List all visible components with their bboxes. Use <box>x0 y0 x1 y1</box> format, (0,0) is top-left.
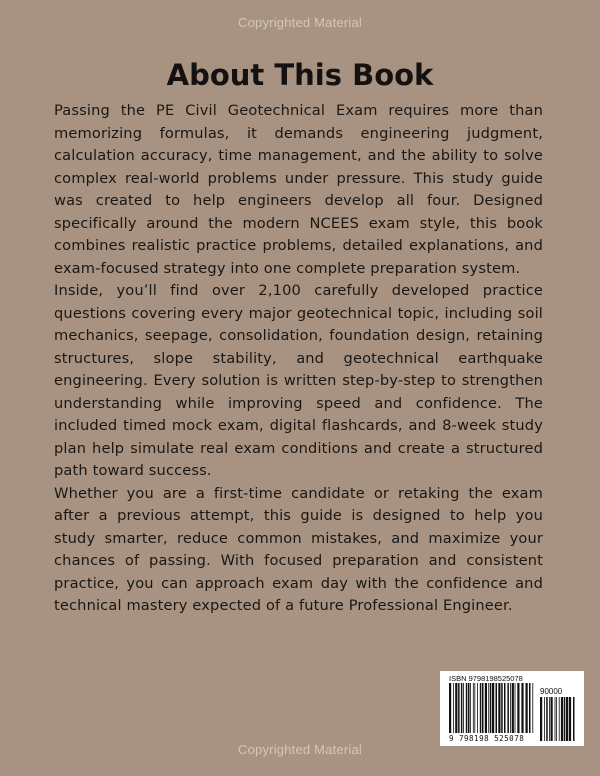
barcode-bar <box>461 683 463 733</box>
barcode-bar <box>569 697 571 741</box>
barcode-bar <box>555 697 556 741</box>
barcode-bar <box>501 683 503 733</box>
barcode-bar <box>480 683 482 733</box>
barcode-bar <box>546 697 548 741</box>
barcode-bar <box>490 683 492 733</box>
barcode-bar <box>463 683 464 733</box>
barcode-bar <box>566 697 568 741</box>
barcode-bar <box>549 697 550 741</box>
barcode-bar <box>529 683 531 733</box>
barcode-bar <box>564 697 566 741</box>
barcode-bar <box>544 697 545 741</box>
watermark-top: Copyrighted Material <box>238 15 362 30</box>
price-barcode-bars <box>540 697 575 741</box>
page-title: About This Book <box>166 58 434 92</box>
barcode-bar <box>492 683 494 733</box>
barcode-box <box>440 671 584 746</box>
book-description <box>54 100 543 618</box>
barcode-bar <box>507 683 509 733</box>
watermark-bottom: Copyrighted Material <box>238 742 362 757</box>
barcode-bar <box>532 683 533 733</box>
barcode-bar <box>515 683 516 733</box>
paragraph-3: Whether you are a first-time candidate or retaking the exam after a previous attempt, this guide is designed to help you study smarter, reduce common mistakes, and maximize your chances of passing. With focused preparation and consistent practice, you can approach exam day with the confidence and technical mastery expected of a future Professional Engineer. <box>54 484 543 614</box>
barcode-bar <box>540 697 542 741</box>
barcode-bar <box>526 683 528 733</box>
barcode-bar <box>559 697 560 741</box>
barcode-bar <box>455 683 457 733</box>
barcode-bar <box>496 683 498 733</box>
barcode-bar <box>488 683 489 733</box>
barcode-bar <box>468 683 470 733</box>
barcode-bar <box>466 683 468 733</box>
barcode-bar <box>485 683 487 733</box>
barcode-bar <box>470 683 471 733</box>
isbn-barcode-bars <box>449 683 533 733</box>
barcode-bar <box>561 697 563 741</box>
barcode-bar <box>449 683 451 733</box>
barcode-bar <box>473 683 474 733</box>
barcode-bar <box>482 683 484 733</box>
barcode-bar <box>498 683 500 733</box>
paragraph-2: Inside, you’ll find over 2,100 carefully developed practice questions covering every major geotechnical topic, including soil mechanics, seepage, consolidation, foundation design, retaining structures, slope stability, and geotechnical earthquake engineering. Every solution is written step-by-step to strengthen understanding while improving speed and confidence. The included timed mock exam, digital flashcards, and 8-week study plan help simulate real exam conditions and create a structured path toward success. <box>54 282 543 479</box>
isbn-digits: 9 798198 525078 <box>449 734 525 743</box>
barcode-bar <box>458 683 460 733</box>
barcode-bar <box>453 683 454 733</box>
barcode-bar <box>477 683 478 733</box>
barcode-bar <box>474 683 475 733</box>
barcode-bar <box>573 697 575 741</box>
barcode-bar <box>521 683 523 733</box>
barcode-bar <box>504 683 506 733</box>
price-code: 90000 <box>540 687 563 696</box>
barcode-bar <box>551 697 553 741</box>
barcode-bar <box>510 683 511 733</box>
isbn-label: ISBN 9798198525078 <box>449 674 523 683</box>
barcode-bar <box>512 683 514 733</box>
barcode-bar <box>556 697 557 741</box>
paragraph-1: Passing the PE Civil Geotechnical Exam requires more than memorizing formulas, it demands engineering judgment, calculation accuracy, time management, and the ability to solve complex real-world problems under pressure. This study guide was created to help engineers develop all four. Designed specifically around the modern NCEES exam style, this book combines realistic practice problems, detailed explanations, and exam-focused strategy into one complete preparation system. <box>54 102 543 277</box>
barcode-bar <box>517 683 519 733</box>
